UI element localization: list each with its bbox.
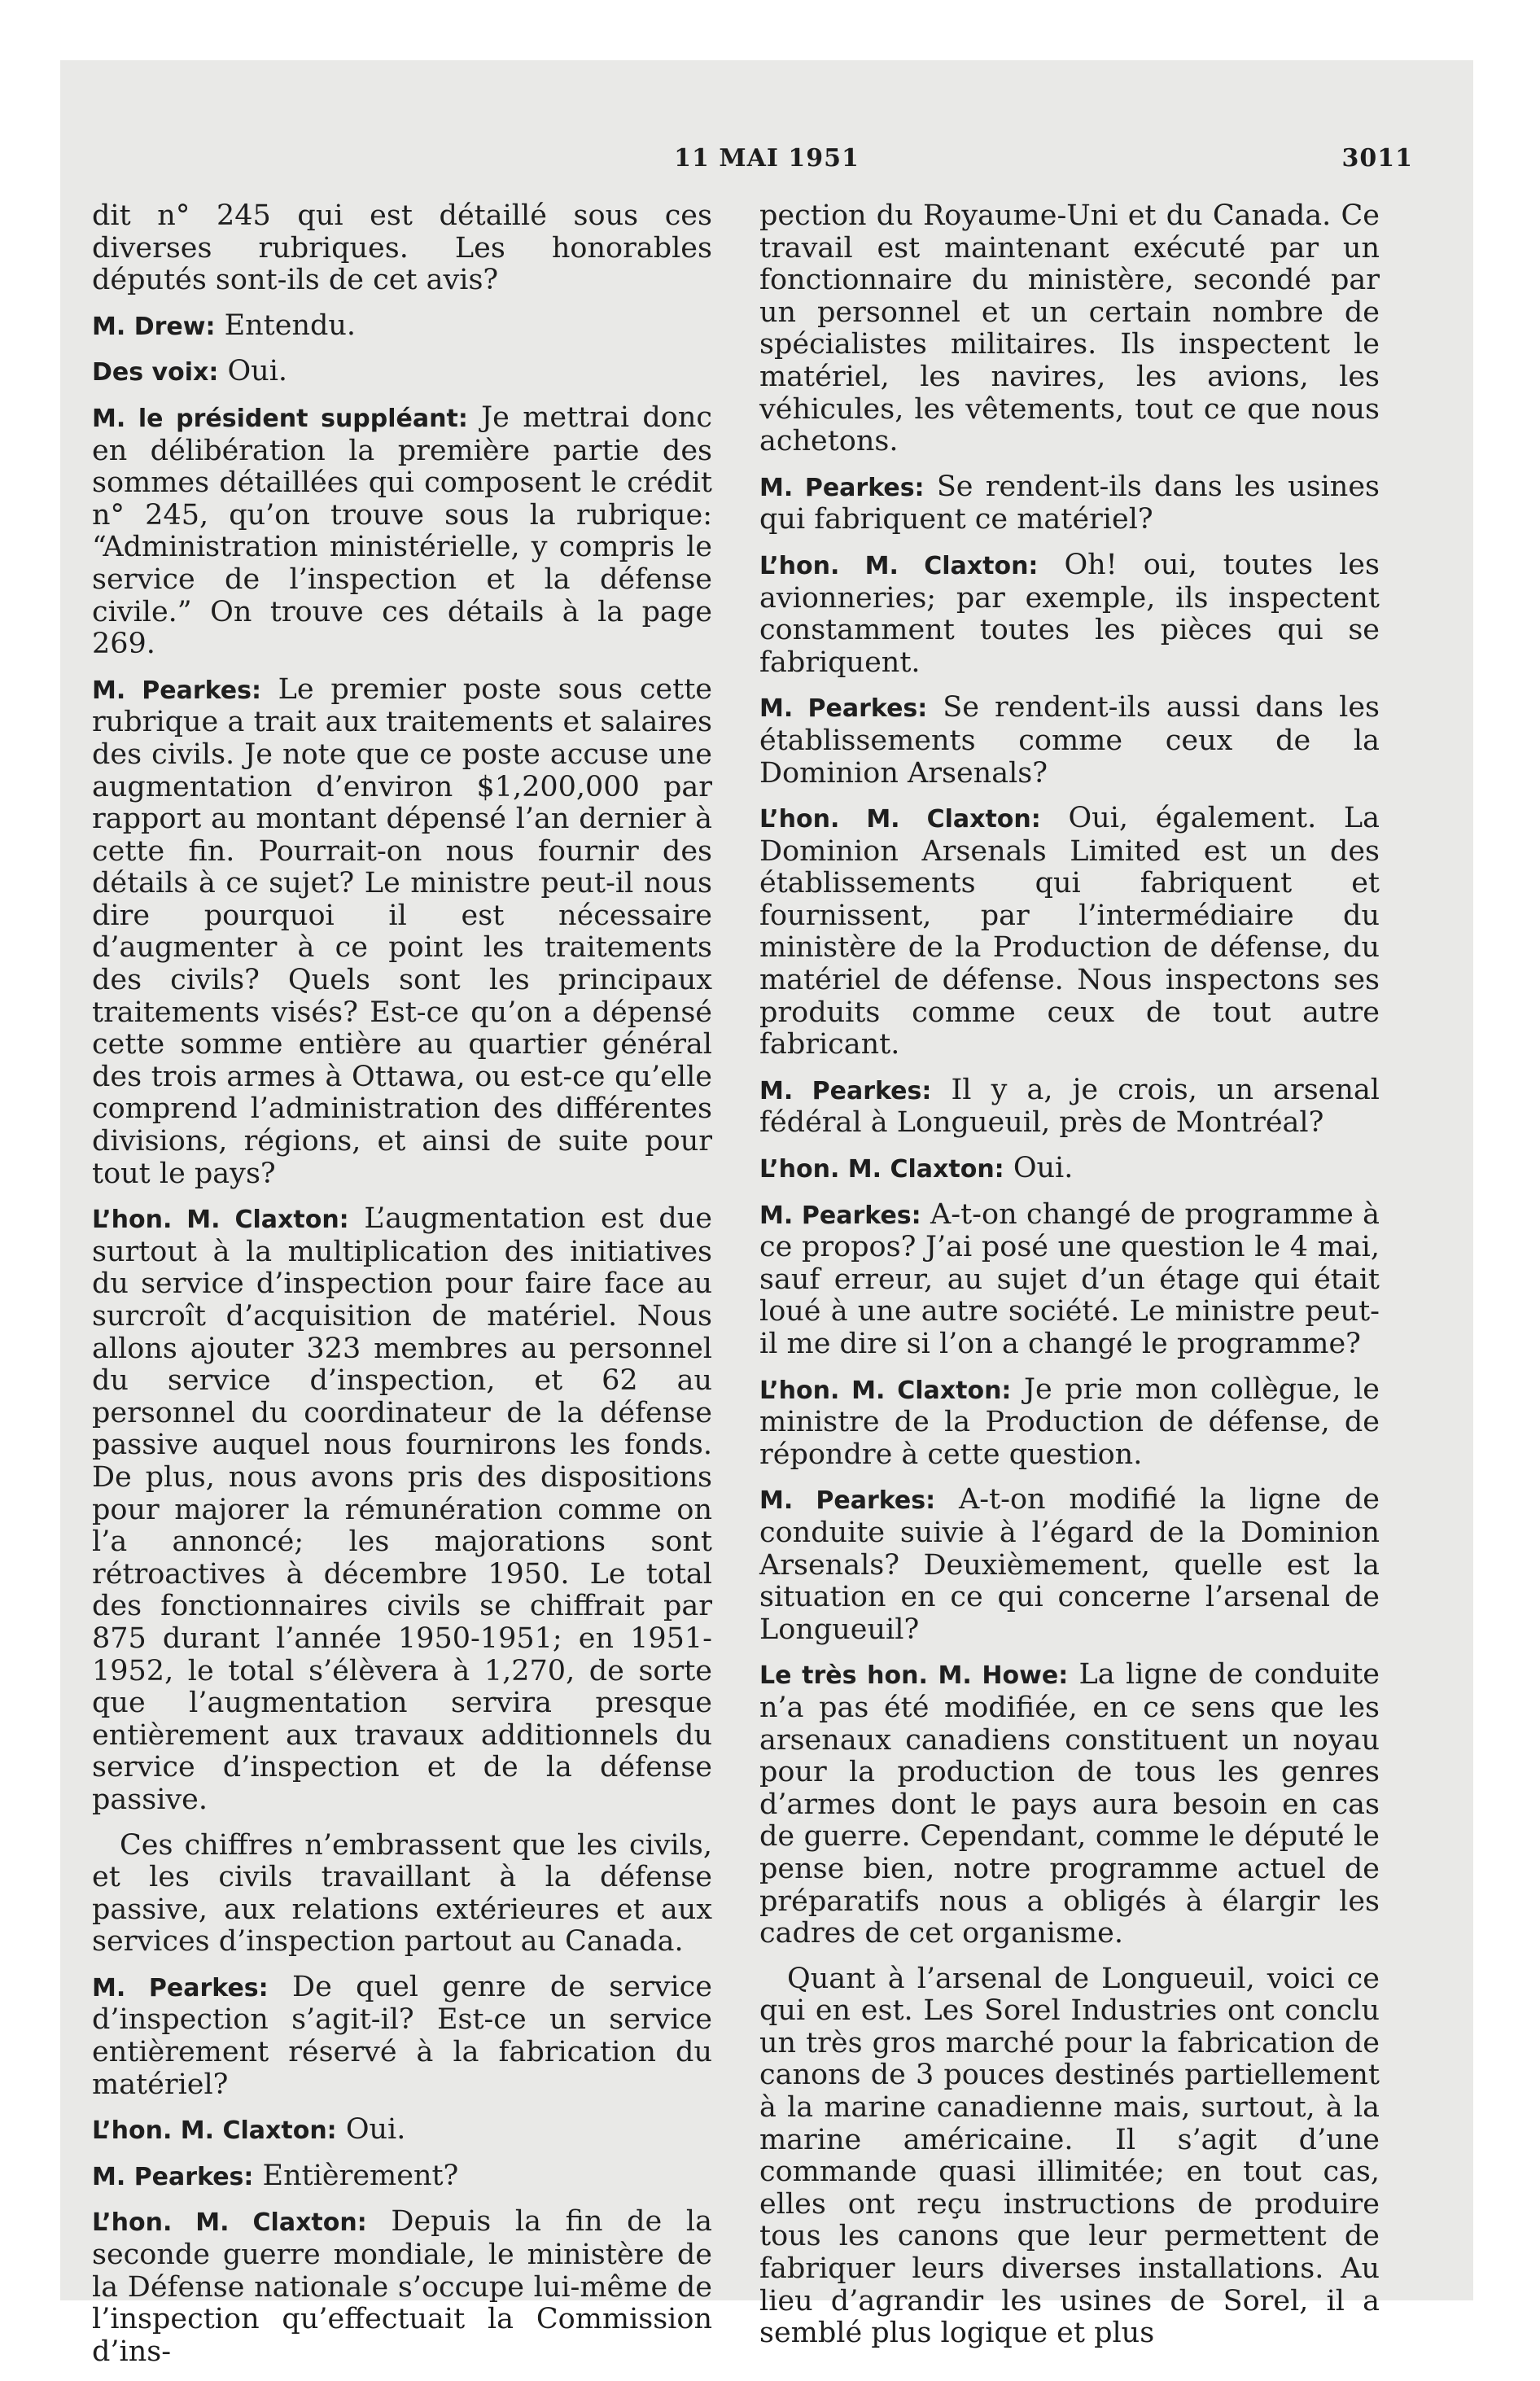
paragraph-text: pection du Royaume-Uni et du Canada. Ce travail est maintenant exécuté par un fonctionnaire du ministère, secondé par un personnel et un certain nombre de spécialistes militaires. Ils inspectent le matériel, les navires, les avions, les véhicules, les vêtements, tout ce que nous achetons.: [759, 199, 1380, 458]
paragraph-text: A-t-on changé de programme à ce propos? J’ai posé une question le 4 mai, sauf erreur, au sujet d’un étage qui était loué à une autre société. Le ministre peut-il me dire si l’on a changé le programme?: [759, 1197, 1380, 1360]
paragraph: [92, 1830, 712, 1959]
paragraph: [92, 1972, 712, 2101]
speaker-name: Des voix:: [92, 358, 219, 387]
page-header: [60, 144, 1473, 185]
speaker-name: M. Pearkes:: [759, 473, 925, 502]
speaker-name: L’hon. M. Claxton:: [759, 805, 1041, 834]
left-column: [92, 200, 712, 2381]
hansard-page: [60, 60, 1473, 2368]
paragraph-text: dit n° 245 qui est détaillé sous ces diverses rubriques. Les honorables députés sont-ils de cet avis?: [92, 199, 712, 297]
paragraph: [759, 1075, 1380, 1140]
header-date: 11 MAI 1951: [674, 144, 860, 173]
paragraph: [92, 2114, 712, 2147]
speaker-name: L’hon. M. Claxton:: [759, 551, 1039, 580]
speaker-name: M. Pearkes:: [759, 1076, 932, 1105]
paragraph: [759, 471, 1380, 536]
paragraph-text: De quel genre de service d’inspection s’agit-il? Est-ce un service entièrement réservé à la fabrication du matériel?: [92, 1970, 712, 2101]
speaker-name: M. Pearkes:: [759, 694, 928, 724]
paragraph-text: Je prie mon collègue, le ministre de la Production de défense, de répondre à cette question.: [759, 1372, 1380, 1471]
paragraph-text: L’augmentation est due surtout à la multiplication des initiatives du service d’inspection pour faire face au surcroît d’acquisition de matériel. Nous allons ajouter 323 membres au personnel du service d’inspection, et 62 au personnel du coordinateur de la défense passive auquel nous fournirons les fonds. De plus, nous avons pris des dispositions pour majorer la rémunération comme on l’a annoncé; les majorations sont rétroactives à décembre 1950. Le total des fonctionnaires civils se chiffrait par 875 durant l’année 1950-1951; en 1951-1952, le total s’élèvera à 1,270, de sorte que l’augmentation servira presque entièrement aux travaux additionnels du service d’inspection et de la défense passive.: [92, 1202, 712, 1816]
speaker-name: L’hon. M. Claxton:: [759, 1376, 1012, 1405]
paragraph: [759, 1963, 1380, 2350]
paragraph: [92, 402, 712, 661]
paragraph: [759, 803, 1380, 1061]
paragraph-text: Quant à l’arsenal de Longueuil, voici ce qui en est. Les Sorel Industries ont conclu un très gros marché pour la fabrication de canons de 3 pouces destinés partiellement à la marine canadienne mais, surtout, à la marine américaine. Il s’agit d’une commande quasi illimitée; en tout cas, elles ont reçu instructions de produire tous les canons que leur permettent de fabriquer leurs diverses installations. Au lieu d’agrandir les usines de Sorel, il a semblé plus logique et plus: [759, 1962, 1380, 2350]
speaker-name: M. Pearkes:: [759, 1201, 921, 1230]
paragraph: [92, 356, 712, 389]
speaker-name: M. Pearkes:: [92, 2162, 254, 2191]
speaker-name: M. Pearkes:: [92, 676, 261, 705]
speaker-name: Le très hon. M. Howe:: [759, 1661, 1069, 1691]
speaker-name: L’hon. M. Claxton:: [92, 2208, 367, 2238]
paragraph-text: Ces chiffres n’embrassent que les civils, et les civils travaillant à la défense passive, aux relations extérieures et aux services d’inspection partout au Canada.: [92, 1828, 712, 1959]
paragraph: [92, 200, 712, 297]
paragraph: [759, 1153, 1380, 1186]
paragraph: [92, 310, 712, 344]
paragraph: [759, 1374, 1380, 1472]
paragraph-text: Oh! oui, toutes les avionneries; par exemple, ils inspectent constamment toutes les pièces qui se fabriquent.: [759, 548, 1380, 679]
paragraph-text: Se rendent-ils dans les usines qui fabriquent ce matériel?: [759, 470, 1380, 536]
paragraph-text: Depuis la fin de la seconde guerre mondiale, le ministère de la Défense nationale s’occupe lui-même de l’inspection qu’effectuait la Commission d’ins-: [92, 2205, 712, 2368]
speaker-name: M. le président suppléant:: [92, 404, 468, 433]
paragraph: [759, 1659, 1380, 1950]
paragraph: [92, 1203, 712, 1816]
paragraph-text: Oui, également. La Dominion Arsenals Limited est un des établissements qui fabriquent et fournissent, par l’intermédiaire du ministère de la Production de défense, du matériel de défense. Nous inspectons ses produits comme ceux de tout autre fabricant.: [759, 802, 1380, 1061]
paragraph-text: Oui.: [336, 2113, 406, 2147]
paragraph-text: Entendu.: [215, 309, 357, 342]
paragraph: [92, 674, 712, 1191]
paragraph-text: Oui.: [1004, 1152, 1074, 1185]
paragraph: [92, 2160, 712, 2194]
speaker-name: M. Pearkes:: [759, 1486, 936, 1516]
paragraph-text: Je mettrai donc en délibération la première partie des sommes détaillées qui composent le crédit n° 245, qu’on trouve sous la rubrique: “Administration ministérielle, y compris le service de l’inspection et la défense civile.” On trouve ces détails à la page 269.: [92, 400, 712, 661]
paragraph-text: Se rendent-ils aussi dans les établissements comme ceux de la Dominion Arsenals?: [759, 691, 1380, 790]
right-column: [759, 200, 1380, 2363]
paragraph: [759, 1199, 1380, 1361]
paragraph: [92, 2206, 712, 2368]
speaker-name: L’hon. M. Claxton:: [92, 1206, 349, 1235]
speaker-name: L’hon. M. Claxton:: [759, 1155, 1004, 1184]
paragraph-text: Entièrement?: [253, 2159, 459, 2192]
paragraph-text: Il y a, je crois, un arsenal fédéral à Longueuil, près de Montréal?: [759, 1073, 1380, 1140]
paragraph: [759, 692, 1380, 790]
paragraph-text: A-t-on modifié la ligne de conduite suivie à l’égard de la Dominion Arsenals? Deuxièmement, quelle est la situation en ce qui concerne l’arsenal de Longueuil?: [759, 1483, 1380, 1646]
speaker-name: L’hon. M. Claxton:: [92, 2116, 337, 2146]
paragraph-text: Le premier poste sous cette rubrique a trait aux traitements et salaires des civils. Je note que ce poste accuse une augmentation d’environ $1,200,000 par rapport au montant dépensé l’an dernier à cette fin. Pourrait-on nous fournir des détails à ce sujet? Le ministre peut-il nous dire pourquoi il est nécessaire d’augmenter à ce point les traitements des civils? Quels sont les principaux traitements visés? Est-ce qu’on a dépensé cette somme entière au quartier général des trois armes à Ottawa, ou est-ce qu’elle comprend l’administration des différentes divisions, régions, et ainsi de suite pour tout le pays?: [92, 672, 712, 1190]
paragraph: [759, 200, 1380, 458]
speaker-name: M. Drew:: [92, 312, 216, 341]
speaker-name: M. Pearkes:: [92, 1973, 269, 2002]
paragraph: [759, 1484, 1380, 1646]
paragraph: [759, 549, 1380, 679]
page-number: 3011: [1341, 144, 1413, 173]
paragraph-text: Oui.: [218, 355, 288, 388]
paragraph-text: La ligne de conduite n’a pas été modifiée, en ce sens que les arsenaux canadiens constituent un noyau pour la production de tous les genres d’armes dont le pays aura besoin en cas de guerre. Cependant, comme le député le pense bien, notre programme actuel de préparatifs nous a obligés à élargir les cadres de cet organisme.: [759, 1658, 1380, 1950]
